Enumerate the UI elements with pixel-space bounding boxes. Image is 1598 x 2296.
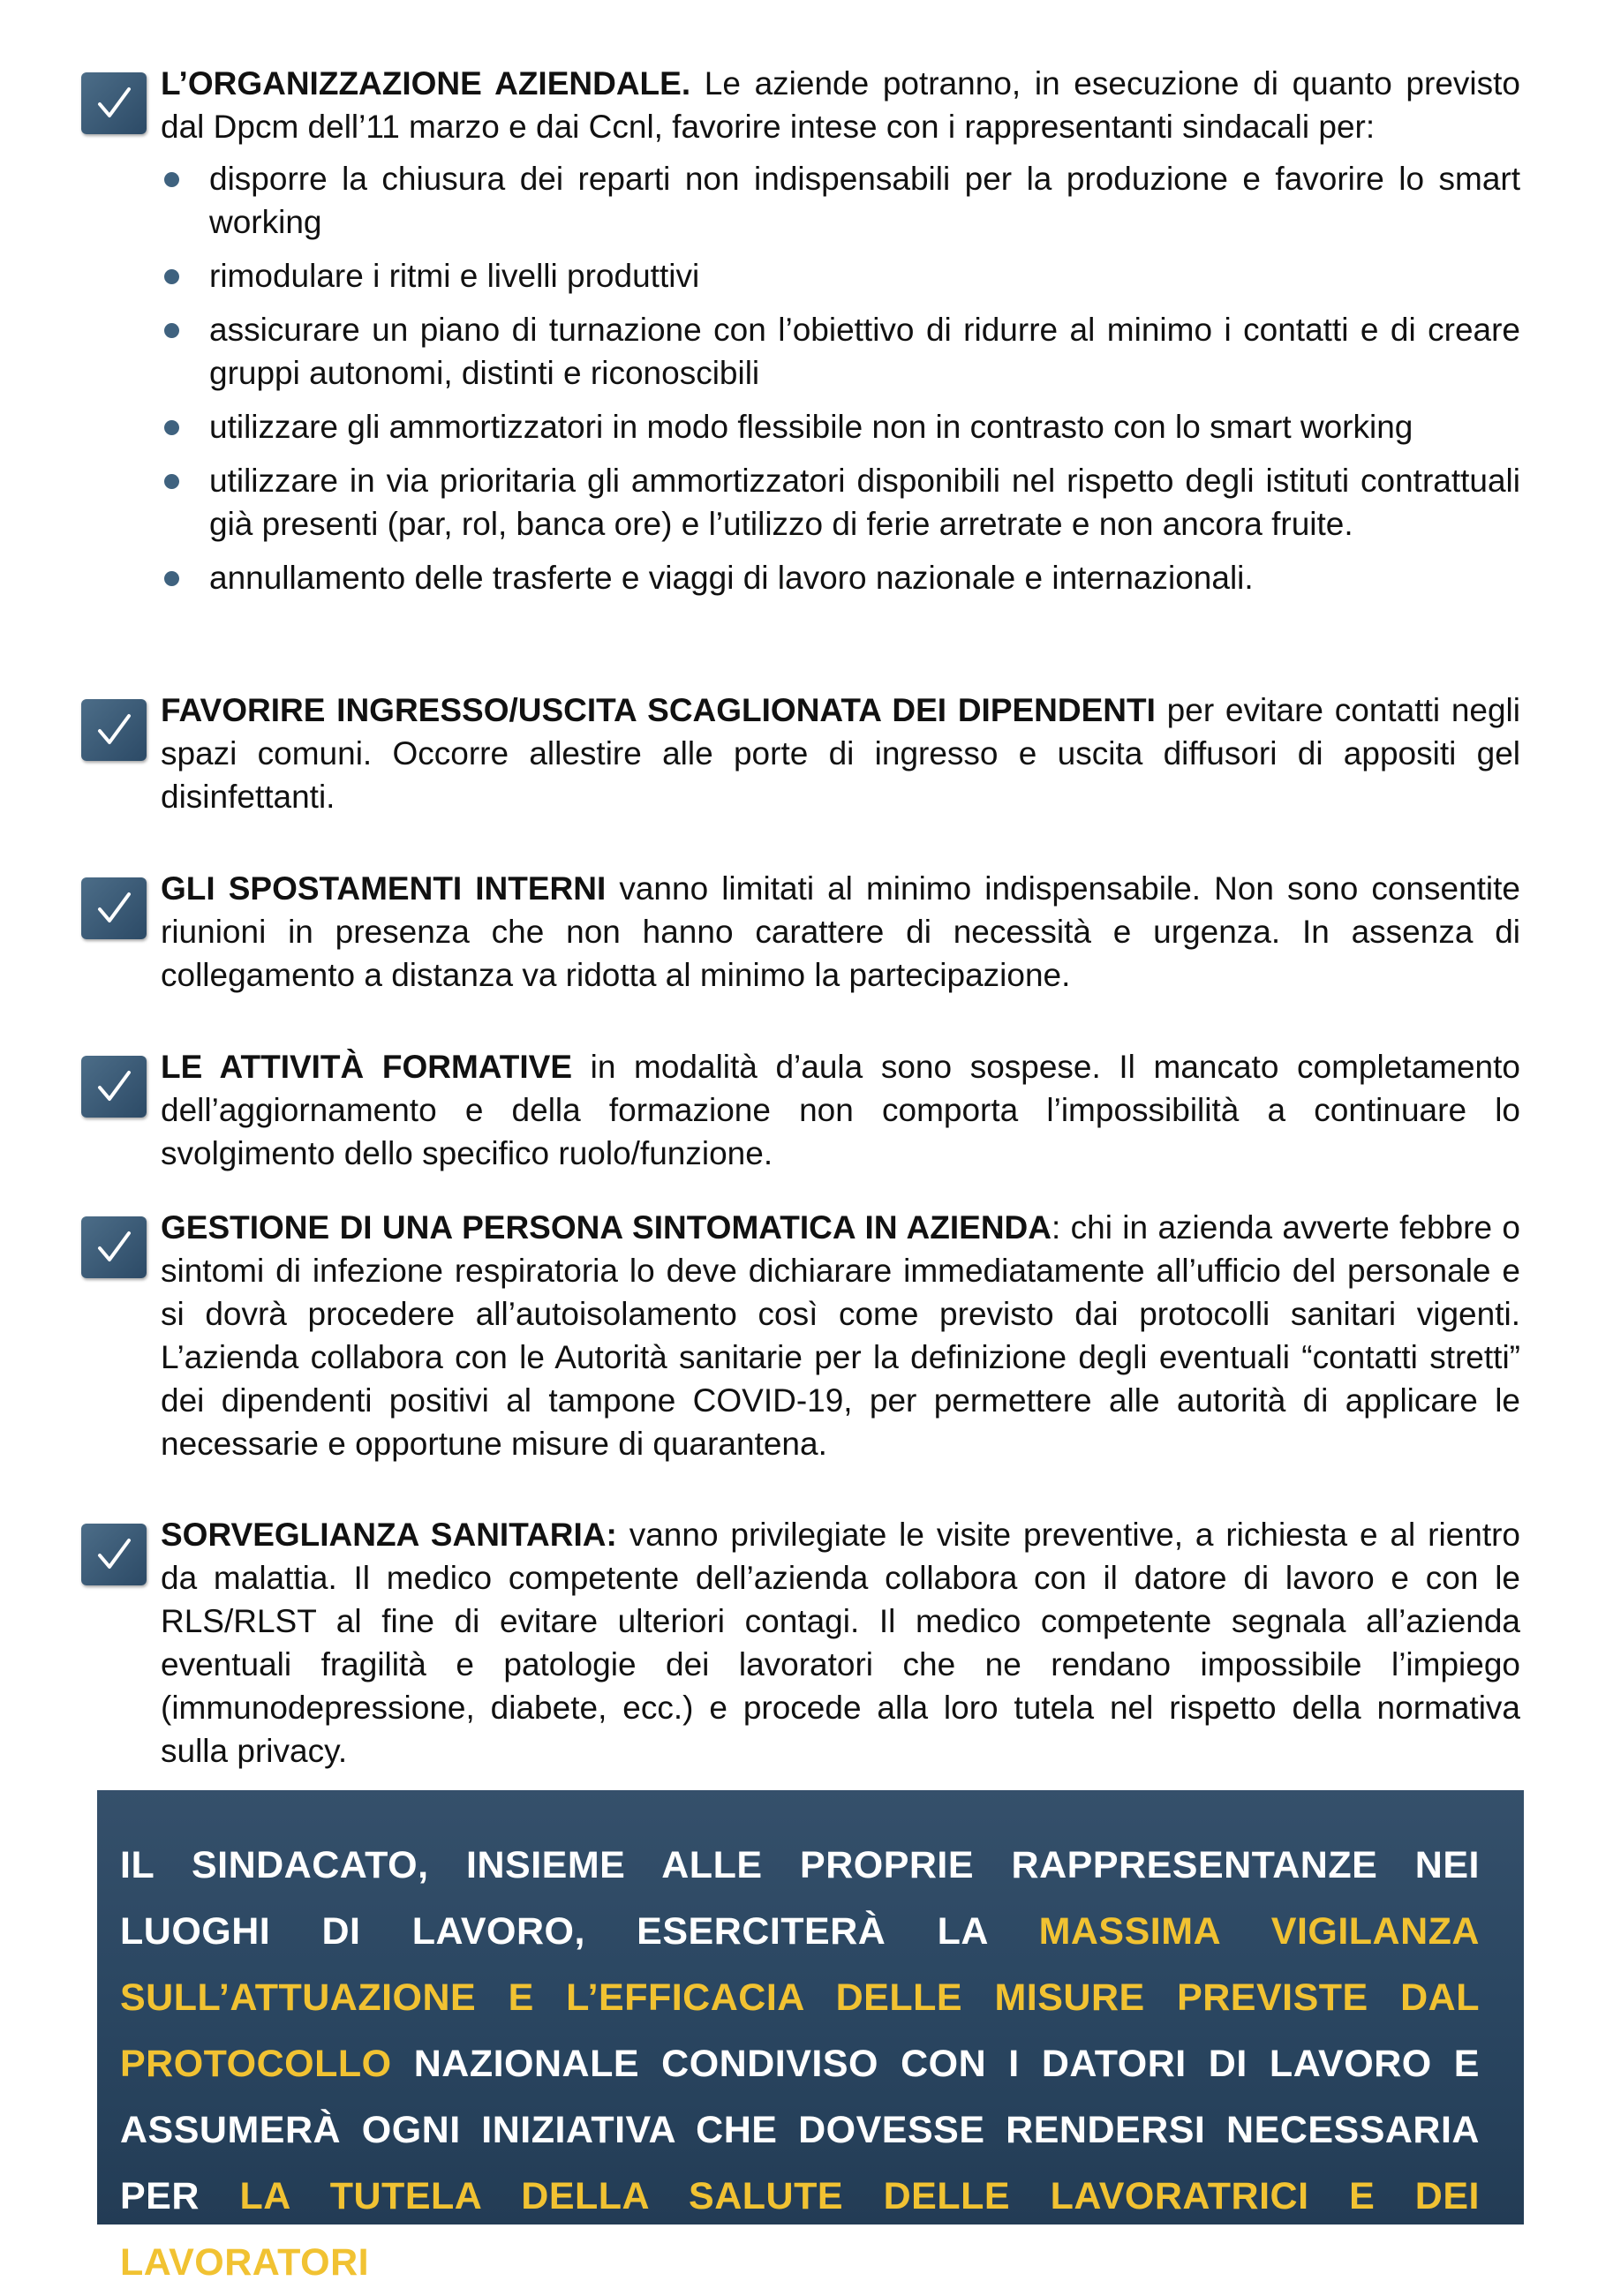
- section-paragraph: [161, 1045, 1520, 1175]
- section-paragraph: [161, 689, 1520, 818]
- section-attivita-formative: [81, 1045, 1520, 1175]
- section-organizzazione: [81, 62, 1520, 610]
- checkmark-icon: [81, 72, 147, 134]
- section-sorveglianza-sanitaria: [81, 1513, 1520, 1773]
- list-item: disporre la chiusura dei reparti non indispensabili per la produzione e favorire lo smart working: [161, 157, 1520, 244]
- section-paragraph: [161, 1513, 1520, 1773]
- section-persona-sintomatica: [81, 1206, 1520, 1465]
- checkmark-icon: [81, 1056, 147, 1118]
- bullet-list: [161, 157, 1520, 599]
- section-text: : chi in azienda avverte febbre o sintomi di infezione respiratoria lo deve dichiarare immediatamente all’ufficio del personale e si dovrà procedere all’autoisolamento così come previsto dai protocolli sanitari vigenti. L’azienda collabora con le Autorità sanitarie per la definizione degli eventuali “contatti stretti” dei dipendenti positivi al tampone COVID-19, per permettere alle autorità di applicare le necessarie e opportune misure di quarantena.: [161, 1209, 1520, 1462]
- section-paragraph: [161, 867, 1520, 997]
- list-item: utilizzare gli ammortizzatori in modo flessibile non in contrasto con lo smart working: [161, 405, 1520, 448]
- section-text: vanno limitati al minimo indispensabile. Non sono consentite riunioni in presenza che non hanno carattere di necessità e urgenza. In assenza di collegamento a distanza va ridotta al minimo la partecipazione.: [161, 870, 1521, 993]
- section-heading: FAVORIRE INGRESSO/USCITA SCAGLIONATA DEI DIPENDENTI: [161, 692, 1156, 728]
- section-text: in modalità d’aula sono sospese. Il mancato completamento dell’aggiornamento e della formazione non comporta l’impossibilità a continuare lo svolgimento dello specifico ruolo/funzione.: [161, 1049, 1520, 1171]
- banner-text: [120, 1833, 1480, 2296]
- section-spostamenti: [81, 867, 1520, 997]
- section-heading: GESTIONE DI UNA PERSONA SINTOMATICA IN AZIENDA: [161, 1209, 1052, 1246]
- section-text: Le aziende potranno, in esecuzione di quanto previsto dal Dpcm dell’11 marzo e dai Ccnl, favorire intese con i rappresentanti sindacali per:: [161, 65, 1520, 145]
- banner-highlight: LA TUTELA DELLA SALUTE DELLE LAVORATRICI E DEI LAVORATORI: [120, 2175, 1480, 2284]
- list-item: utilizzare in via prioritaria gli ammortizzatori disponibili nel rispetto degli istituti contrattuali già presenti (par, rol, banca ore) e l’utilizzo di ferie arretrate e non ancora fruite.: [161, 459, 1520, 546]
- section-paragraph: [161, 62, 1520, 148]
- checkmark-icon: [81, 877, 147, 939]
- section-heading: LE ATTIVITÀ FORMATIVE: [161, 1049, 572, 1085]
- list-item: annullamento delle trasferte e viaggi di lavoro nazionale e internazionali.: [161, 556, 1520, 599]
- section-heading: L’ORGANIZZAZIONE AZIENDALE.: [161, 65, 691, 102]
- section-ingresso-uscita: [81, 689, 1520, 818]
- section-text: vanno privilegiate le visite preventive, a richiesta e al rientro da malattia. Il medico competente dell’azienda collabora con il datore di lavoro e con le RLS/RLST al fine di evitare ulteriori contagi. Il medico competente segnala all’azienda eventuali fragilità e patologie dei lavoratori che ne rendano impossibile l’impiego (immunodepressione, diabete, ecc.) e procede alla loro tutela nel rispetto della normativa sulla privacy.: [161, 1517, 1521, 1769]
- checkmark-icon: [81, 699, 147, 761]
- section-paragraph: [161, 1206, 1520, 1465]
- banner-text-part: NAZIONALE CONDIVISO CON I DATORI DI LAVORO E ASSUMERÀ OGNI INIZIATIVA CHE DOVESSE RENDERSI NECESSARIA PER: [120, 2043, 1480, 2217]
- list-item: rimodulare i ritmi e livelli produttivi: [161, 254, 1520, 297]
- section-heading: GLI SPOSTAMENTI INTERNI: [161, 870, 607, 907]
- checkmark-icon: [81, 1216, 147, 1278]
- banner-highlight: MASSIMA VIGILANZA SULL’ATTUAZIONE E L’EFFICACIA DELLE MISURE PREVISTE DAL PROTOCOLLO: [120, 1910, 1480, 2085]
- section-text: per evitare contatti negli spazi comuni. Occorre allestire alle porte di ingresso e uscita diffusori di appositi gel disinfettanti.: [161, 692, 1520, 815]
- banner-text-part: IL SINDACATO, INSIEME ALLE PROPRIE RAPPRESENTANZE NEI LUOGHI DI LAVORO, ESERCITERÀ LA: [120, 1844, 1480, 1953]
- callout-banner: [97, 1790, 1524, 2284]
- section-heading: SORVEGLIANZA SANITARIA:: [161, 1517, 617, 1553]
- list-item: assicurare un piano di turnazione con l’obiettivo di ridurre al minimo i contatti e di creare gruppi autonomi, distinti e riconoscibili: [161, 308, 1520, 395]
- checkmark-icon: [81, 1524, 147, 1585]
